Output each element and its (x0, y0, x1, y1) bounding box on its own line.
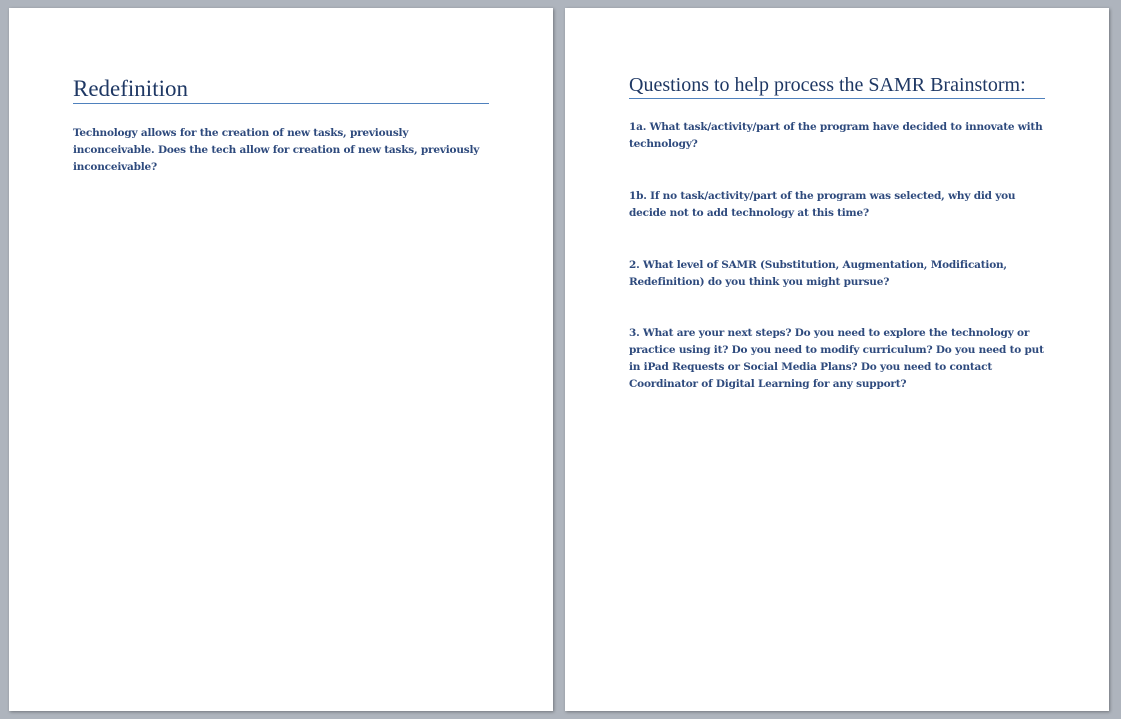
question-1a: 1a. What task/activity/part of the program have decided to innovate with technology? (629, 121, 1043, 150)
question-2: 2. What level of SAMR (Substitution, Augmentation, Modification, Redefinition) do you think you might pursue? (629, 259, 1007, 288)
body-paragraph: Technology allows for the creation of new tasks, previously inconceivable. Does the tech allow for creation of new tasks, previously inconceivable? (73, 127, 480, 173)
document-page-2 (565, 8, 1109, 711)
document-page-1 (9, 8, 553, 711)
page-heading: Questions to help process the SAMR Brainstorm: (629, 74, 1045, 99)
question-3: 3. What are your next steps? Do you need to explore the technology or practice using it? Do you need to modify curriculum? Do you need to put in iPad Requests or Social Media Plans? Do you need to contact Coordinator of Digital Learning for any support? (629, 327, 1044, 390)
page-heading: Redefinition (73, 76, 489, 104)
question-1b: 1b. If no task/activity/part of the program was selected, why did you decide not to add technology at this time? (629, 190, 1016, 219)
